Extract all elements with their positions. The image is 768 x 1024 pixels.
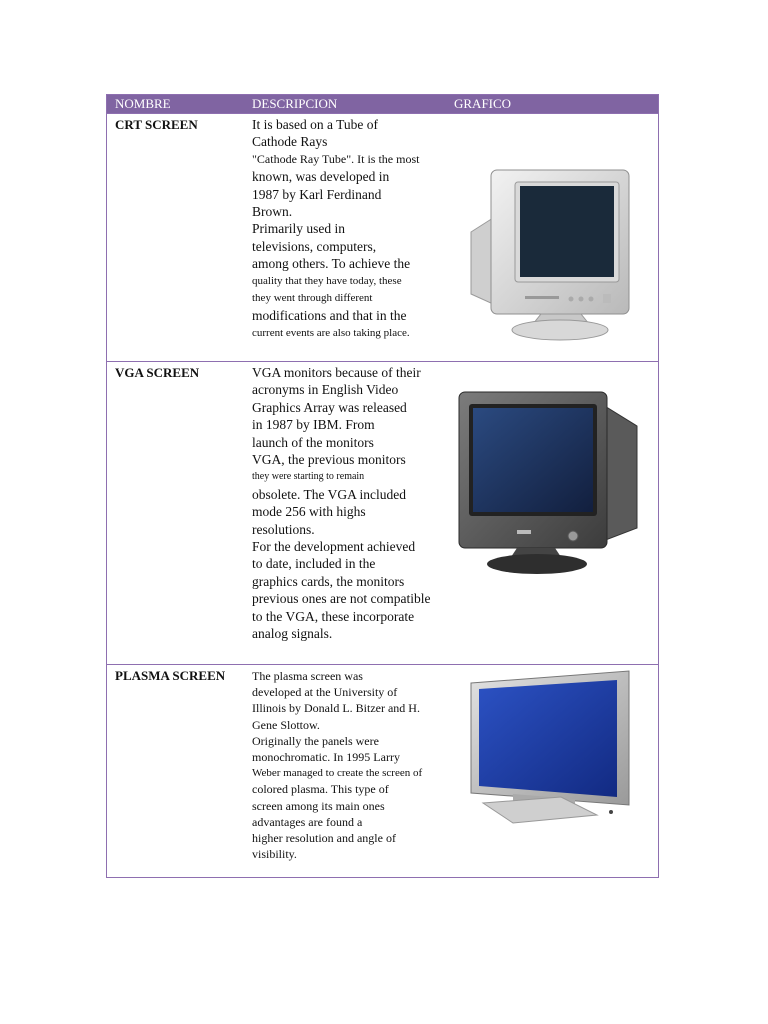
desc-line: to the VGA, these incorporate — [252, 608, 415, 624]
desc-line: Weber managed to create the screen of — [252, 767, 423, 780]
desc-line: colored plasma. This type of — [252, 782, 389, 797]
crt-monitor-icon — [463, 166, 633, 342]
desc-line: among others. To achieve the — [252, 256, 411, 272]
desc-line: The plasma screen was — [252, 669, 363, 683]
header-name: NOMBRE — [115, 96, 171, 111]
table-row-crt — [107, 113, 658, 362]
desc-line: Gene Slottow. — [252, 717, 320, 732]
row-name-vga: VGA SCREEN — [115, 365, 200, 380]
desc-line: VGA monitors because of their — [252, 365, 421, 380]
row-description-vga — [252, 364, 452, 643]
desc-line: mode 256 with highs — [252, 504, 366, 520]
monitor-types-table — [106, 94, 659, 878]
desc-line: advantages are found a — [252, 814, 363, 829]
desc-line: VGA, the previous monitors — [252, 452, 406, 468]
desc-line: to date, included in the — [252, 556, 376, 572]
desc-line: For the development achieved — [252, 539, 416, 555]
desc-line: they were starting to remain — [252, 471, 365, 483]
table-header — [107, 95, 658, 113]
desc-line: resolutions. — [252, 521, 315, 537]
row-name-crt: CRT SCREEN — [115, 117, 198, 132]
desc-line: quality that they have today, these — [252, 274, 402, 287]
header-description: DESCRIPCION — [252, 96, 338, 111]
desc-line: acronyms in English Video — [252, 382, 399, 398]
table-row-plasma — [107, 664, 658, 878]
vga-monitor-icon — [455, 390, 641, 576]
desc-line: monochromatic. In 1995 Larry — [252, 750, 400, 765]
desc-line: Originally the panels were — [252, 733, 379, 748]
table-row-vga — [107, 361, 658, 665]
desc-line: they went through different — [252, 292, 373, 305]
row-description-plasma — [252, 668, 452, 862]
desc-line: screen among its main ones — [252, 798, 385, 813]
desc-line: higher resolution and angle of — [252, 831, 396, 846]
desc-line: Brown. — [252, 204, 293, 220]
desc-line: "Cathode Ray Tube". It is the most — [252, 151, 420, 166]
desc-line: It is based on a Tube of — [252, 117, 378, 132]
desc-line: Primarily used in — [252, 221, 345, 237]
desc-line: visibility. — [252, 847, 297, 862]
desc-line: Graphics Array was released — [252, 399, 407, 415]
desc-line: known, was developed in — [252, 169, 390, 185]
desc-line: Cathode Rays — [252, 134, 328, 150]
plasma-display-icon — [465, 669, 635, 827]
desc-line: developed at the University of — [252, 685, 398, 700]
desc-line: Illinois by Donald L. Bitzer and H. — [252, 701, 420, 716]
desc-line: televisions, computers, — [252, 238, 377, 254]
desc-line: 1987 by Karl Ferdinand — [252, 186, 382, 202]
desc-line: launch of the monitors — [252, 434, 374, 450]
desc-line: modifications and that in the — [252, 308, 407, 324]
desc-line: obsolete. The VGA included — [252, 486, 406, 502]
desc-line: in 1987 by IBM. From — [252, 417, 375, 433]
row-description-crt — [252, 116, 452, 342]
row-name-plasma: PLASMA SCREEN — [115, 668, 226, 683]
desc-line: graphics cards, the monitors — [252, 573, 405, 589]
desc-line: analog signals. — [252, 626, 333, 642]
desc-line: previous ones are not compatible — [252, 591, 431, 607]
header-graphic: GRAFICO — [454, 96, 512, 111]
desc-line: current events are also taking place. — [252, 326, 410, 339]
